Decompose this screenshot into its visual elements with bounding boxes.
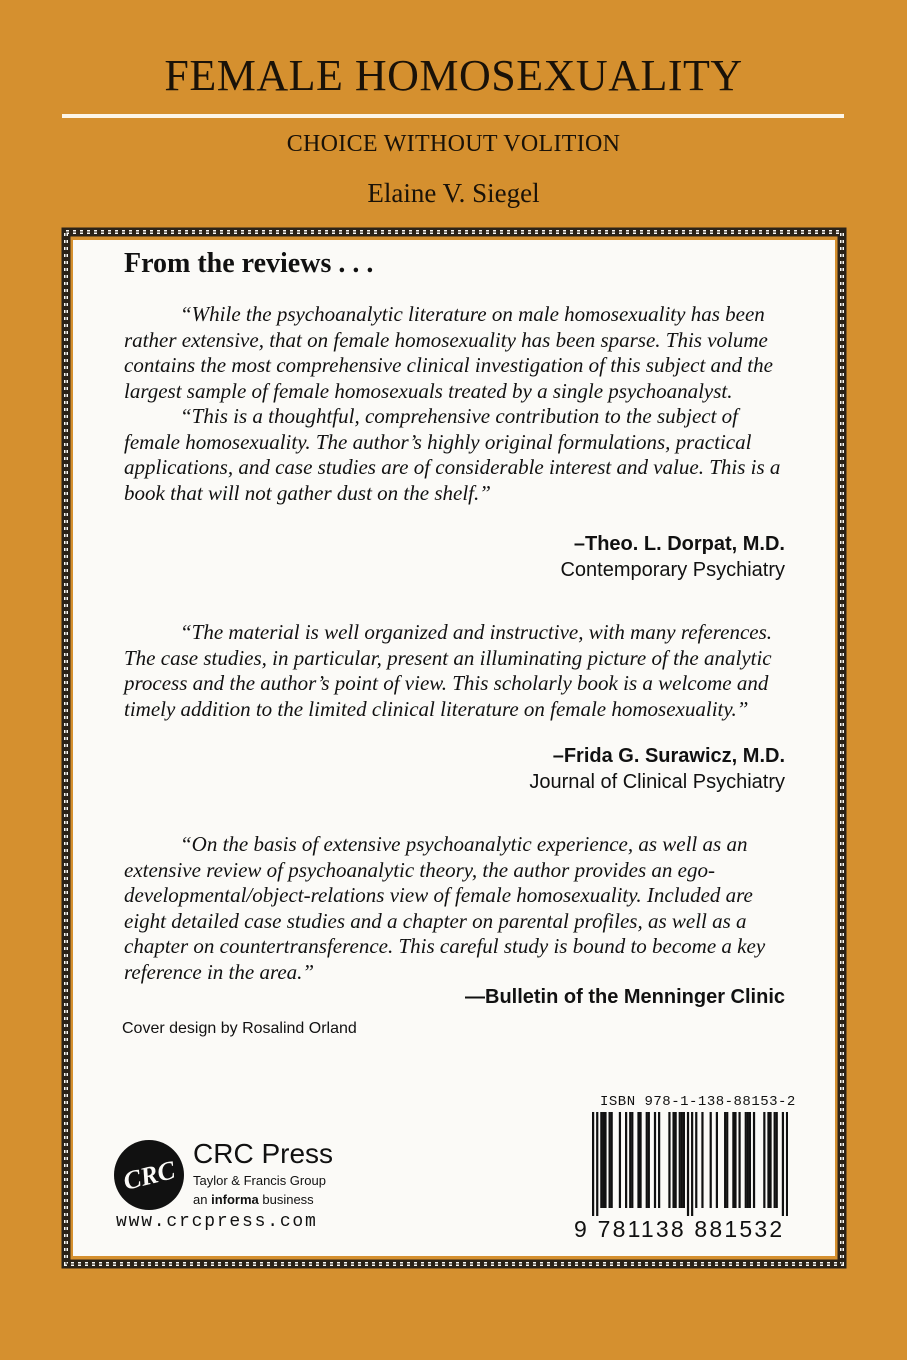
publisher-url: www.crcpress.com — [116, 1212, 318, 1232]
cover-subtitle: CHOICE WITHOUT VOLITION — [286, 131, 621, 157]
barcode-bar — [710, 1112, 712, 1208]
barcode-bar — [675, 1112, 677, 1208]
barcode-bar — [769, 1112, 771, 1208]
barcode-bar — [611, 1112, 613, 1208]
publisher-name: CRC Press — [193, 1138, 334, 1169]
barcode-bar — [592, 1112, 594, 1216]
barcode-bar — [609, 1112, 611, 1208]
barcode-bar — [631, 1112, 633, 1208]
review-1-paragraph-a: “While the psychoanalytic literature on male homosexuality has been rather extensive, that on female homosexuality has been sparse. This volume contains the most comprehensive clinical investigation of this subject and the largest sample of female homosexuals treated by a single psychoanalyst. — [124, 302, 773, 403]
barcode-bar — [639, 1112, 641, 1208]
barcode-bar — [648, 1112, 650, 1208]
title-rule — [62, 114, 844, 118]
informa-word: informa — [211, 1192, 259, 1207]
review-2-paragraph: “The material is well organized and instructive, with many references. The case studies, in particular, present an illuminating picture of the analytic process and the author’s point of view. This scholarly book is a welcome and timely addition to the limited clinical literature on female homosexuality.” — [124, 620, 773, 721]
barcode-bar — [668, 1112, 670, 1208]
review-2-reviewer: –Frida G. Surawicz, M.D. — [552, 745, 785, 767]
review-1-source: Contemporary Psychiatry — [560, 559, 785, 581]
barcode-bar — [679, 1112, 681, 1208]
barcode-bar — [782, 1112, 784, 1216]
barcode-bar — [602, 1112, 604, 1208]
publisher-group: Taylor & Francis Group — [193, 1173, 326, 1188]
crc-logo — [112, 1138, 186, 1212]
barcode-bar — [619, 1112, 621, 1208]
barcode-bar — [726, 1112, 728, 1208]
barcode-bar — [691, 1112, 693, 1216]
barcode-bar — [658, 1112, 660, 1208]
review-3-paragraph: “On the basis of extensive psychoanalytic experience, as well as an extensive review of psychoanalytic theory, the author provides an ego-developmental/object-relations view of female homosexuality. Included are eight detailed case studies and a chapter on parental profiles, as well as a chapter on countertransference. This careful study is bound to become a key reference in the area.” — [124, 832, 766, 984]
review-1-quote — [124, 302, 786, 506]
barcode-bar — [774, 1112, 776, 1208]
barcode-bar — [786, 1112, 788, 1216]
barcode-bar — [600, 1112, 602, 1208]
cover-title: FEMALE HOMOSEXUALITY — [164, 51, 743, 100]
review-2-source: Journal of Clinical Psychiatry — [529, 771, 785, 793]
barcode-bar — [629, 1112, 631, 1208]
publisher-informa — [193, 1192, 314, 1207]
barcode-bar — [724, 1112, 726, 1208]
isbn-label: ISBN 978-1-138-88153-2 — [600, 1094, 796, 1110]
informa-suffix: business — [258, 1192, 314, 1207]
review-3-attribution — [400, 984, 785, 1010]
barcode-bar — [732, 1112, 734, 1208]
barcode-bar — [604, 1112, 606, 1208]
barcode-bar — [763, 1112, 765, 1208]
informa-prefix: an — [193, 1192, 212, 1207]
barcode-bar — [637, 1112, 639, 1208]
review-2-quote — [124, 620, 786, 722]
review-1-paragraph-b: “This is a thoughtful, comprehensive contribution to the subject of female homosexuality. The author’s highly original formulations, practical applications, and case studies are of considerable interest and value. This is a book that will not gather dust on the shelf.” — [124, 404, 781, 505]
barcode-bar — [734, 1112, 736, 1208]
barcode-bar — [738, 1112, 740, 1208]
barcode-bar — [625, 1112, 627, 1208]
barcode-bar — [672, 1112, 674, 1208]
cover-design-credit: Cover design by Rosalind Orland — [122, 1020, 357, 1037]
barcode-bar — [749, 1112, 751, 1208]
barcode-bar — [654, 1112, 656, 1208]
barcode-bar — [687, 1112, 689, 1216]
barcode-bar — [701, 1112, 703, 1208]
isbn-barcode — [592, 1112, 788, 1216]
barcode-bar — [776, 1112, 778, 1208]
barcode-bar — [683, 1112, 685, 1208]
review-1-attribution — [400, 531, 785, 583]
review-2-attribution — [400, 743, 785, 795]
barcode-bar — [716, 1112, 718, 1208]
barcode-number: 9 781138 881532 — [574, 1216, 785, 1242]
barcode-bar — [747, 1112, 749, 1208]
barcode-bar — [767, 1112, 769, 1208]
review-3-source: —Bulletin of the Menninger Clinic — [465, 986, 785, 1008]
cover-author: Elaine V. Siegel — [367, 178, 540, 208]
barcode-bar — [596, 1112, 598, 1216]
barcode-bar — [695, 1112, 697, 1208]
barcode-bar — [646, 1112, 648, 1208]
review-1-reviewer: –Theo. L. Dorpat, M.D. — [573, 533, 785, 555]
reviews-heading: From the reviews . . . — [124, 248, 374, 279]
review-3-quote — [124, 832, 786, 985]
barcode-bar — [681, 1112, 683, 1208]
crc-logo-text: CRC — [120, 1155, 178, 1196]
barcode-bar — [745, 1112, 747, 1208]
barcode-bar — [753, 1112, 755, 1208]
